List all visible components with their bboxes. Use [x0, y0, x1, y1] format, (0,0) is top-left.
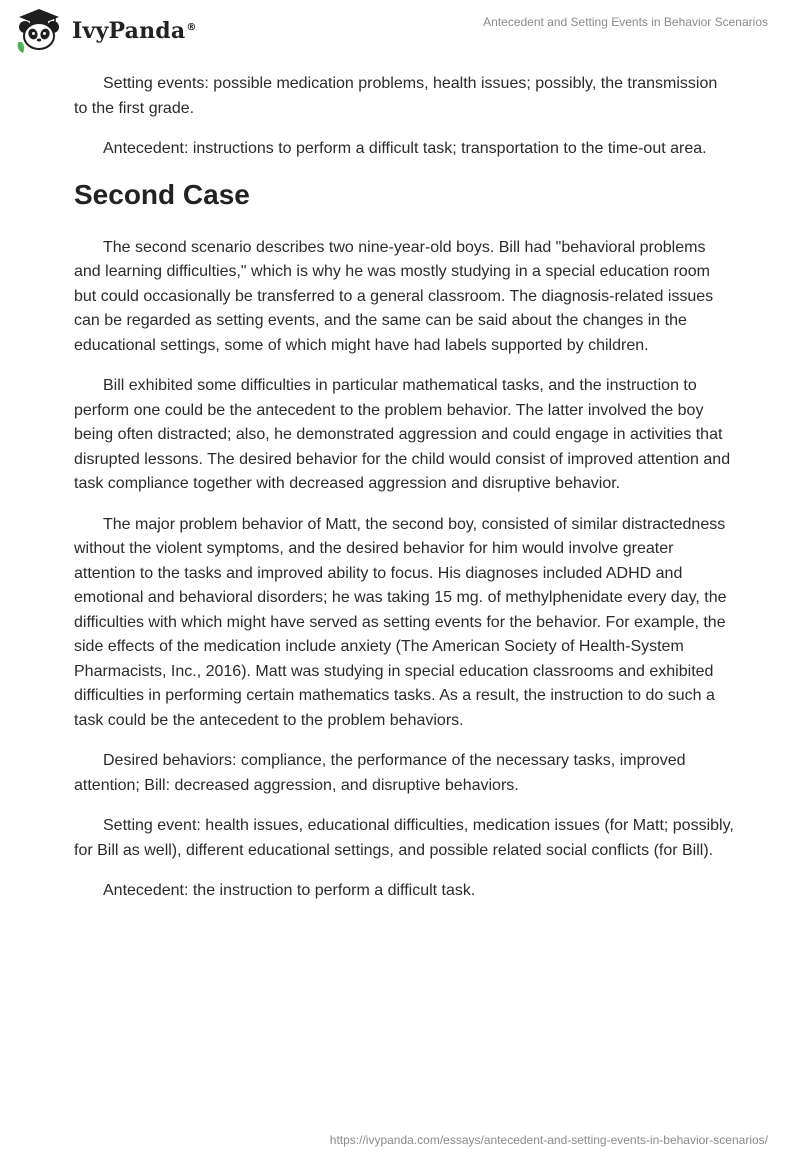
panda-mascot-icon	[14, 6, 64, 56]
essay-body	[74, 72, 734, 920]
document-title: Antecedent and Setting Events in Behavior Scenarios	[483, 15, 768, 29]
ivypanda-logo[interactable]	[14, 6, 197, 56]
logo-wordmark: IvyPanda®	[72, 18, 197, 44]
paragraph-desired-behaviors: Desired behaviors: compliance, the performance of the necessary tasks, improved attention; Bill: decreased aggression, and disruptive behaviors.	[74, 752, 686, 794]
paragraph-bill-difficulties: Bill exhibited some difficulties in particular mathematical tasks, and the instruction to perform one could be the antecedent to the problem behavior. The latter involved the boy being often distracted; also, he demonstrated aggression and could engage in activities that disrupted lessons. The desired behavior for the child would consist of improved attention and task compliance together with decreased aggression and disruptive behavior.	[74, 377, 731, 492]
paragraph-antecedent-final: Antecedent: the instruction to perform a difficult task.	[103, 882, 476, 899]
registered-mark: ®	[186, 21, 197, 33]
page-header	[0, 0, 800, 60]
paragraph-matt-behavior: The major problem behavior of Matt, the second boy, consisted of similar distractedness without the violent symptoms, and the desired behavior for him would involve greater attention to the tasks and improved ability to focus. His diagnoses included ADHD and emotional and behavioral disorders; he was taking 15 mg. of methylphenidate every day, the difficulties with which might have served as setting events for the behavior. For example, the side effects of the medication include anxiety (The American Society of Health-System Pharmacists, Inc., 2016). Matt was studying in special education classrooms and exhibited difficulties in performing certain mathematics tasks. As a result, the instruction to do such a task could be the antecedent to the problem behaviors.	[74, 515, 727, 729]
paragraph-setting-events: Setting events: possible medication problems, health issues; possibly, the transmission to the first grade.	[74, 75, 718, 117]
paragraph-second-scenario: The second scenario describes two nine-year-old boys. Bill had "behavioral problems and learning difficulties," which is why he was mostly studying in a special education room but could occasionally be transferred to a general classroom. The diagnosis-related issues can be regarded as setting events, and the same can be said about the changes in the educational settings, some of which might have had labels supported by children.	[74, 238, 714, 354]
paragraph-antecedent: Antecedent: instructions to perform a difficult task; transportation to the time-out area.	[103, 140, 707, 157]
paragraph-setting-event: Setting event: health issues, educational difficulties, medication issues (for Matt; possibly, for Bill as well), different educational settings, and possible related social conflicts (for Bill).	[74, 817, 734, 859]
source-url[interactable]: https://ivypanda.com/essays/antecedent-and-setting-events-in-behavior-scenarios/	[329, 1133, 768, 1147]
section-heading: Second Case	[74, 178, 250, 210]
